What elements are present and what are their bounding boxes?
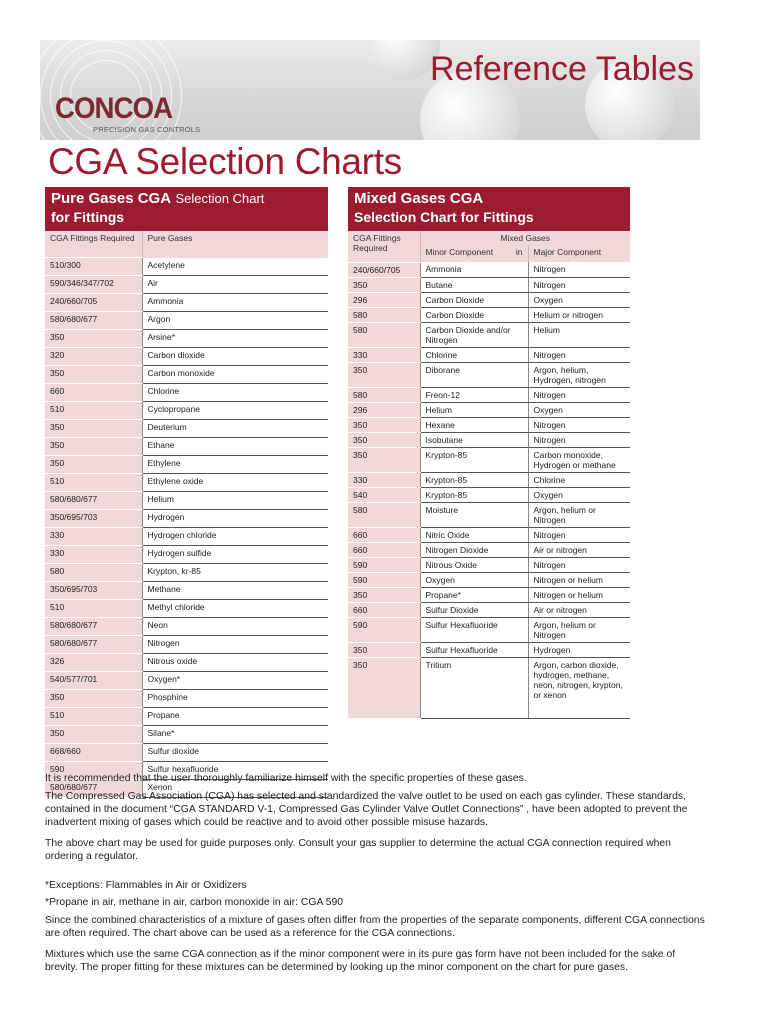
mixed-gases-header: [348, 187, 630, 231]
table-row: [45, 708, 328, 726]
cga-fitting-cell: 350/695/703: [45, 582, 142, 600]
table-row: [348, 262, 630, 277]
cga-fitting-cell: 590/346/347/702: [45, 276, 142, 294]
table-row: [45, 546, 328, 564]
paragraph-exceptions: *Exceptions: Flammables in Air or Oxidizers: [45, 880, 247, 891]
logo-wordmark: CONCOA: [55, 92, 173, 125]
major-component-cell: Argon, helium or Nitrogen: [528, 617, 630, 642]
minor-component-cell: Krypton-85: [420, 487, 528, 502]
table-row: [348, 542, 630, 557]
major-component-cell: Oxygen: [528, 402, 630, 417]
pure-gas-cell: Deuterium: [142, 420, 328, 438]
cga-fitting-cell: 330: [45, 528, 142, 546]
table-row: [348, 292, 630, 307]
cga-fitting-cell: 580: [348, 322, 420, 347]
pure-gas-cell: Hydrogen chloride: [142, 528, 328, 546]
cga-fitting-cell: 240/660/705: [45, 294, 142, 312]
minor-component-cell: Isobutane: [420, 432, 528, 447]
reference-tables-title: Reference Tables: [430, 50, 694, 88]
page-title: CGA Selection Charts: [48, 141, 402, 182]
cga-fitting-cell: 510: [45, 708, 142, 726]
table-row: [348, 362, 630, 387]
cga-fitting-cell: 350: [45, 438, 142, 456]
pure-gas-cell: Oxygen*: [142, 672, 328, 690]
minor-component-cell: Freon-12: [420, 387, 528, 402]
minor-component-cell: Tritium: [420, 657, 528, 718]
pure-gas-cell: Arsine*: [142, 330, 328, 348]
cga-fitting-cell: 510/300: [45, 258, 142, 276]
table-row: [45, 744, 328, 762]
pure-gas-cell: Neon: [142, 618, 328, 636]
major-component-cell: Helium or nitrogen: [528, 307, 630, 322]
paragraph-brevity: Mixtures which use the same CGA connection as if the minor component were in its pure gas form have not been included for the sake of brevity. The proper fitting for these mixtures can be determined by looking up the minor component on the chart for pure gases.: [45, 949, 676, 973]
major-component-cell: Argon, helium, Hydrogen, nitrogen: [528, 362, 630, 387]
table-row: [45, 384, 328, 402]
table-row: [45, 654, 328, 672]
cga-fitting-cell: 580: [348, 307, 420, 322]
cga-fitting-cell: 510: [45, 600, 142, 618]
table-row: [348, 432, 630, 447]
cga-fitting-cell: 350: [348, 657, 420, 718]
table-row: [45, 474, 328, 492]
pure-gas-cell: Krypton, kr-85: [142, 564, 328, 582]
cga-fitting-cell: 326: [45, 654, 142, 672]
pure-gas-cell: Helium: [142, 492, 328, 510]
pure-gas-cell: Nitrous oxide: [142, 654, 328, 672]
cga-fitting-cell: 296: [348, 402, 420, 417]
cga-fitting-cell: 580/680/677: [45, 618, 142, 636]
cga-fitting-cell: 660: [45, 384, 142, 402]
cga-fitting-cell: 590: [348, 572, 420, 587]
table-row: [45, 366, 328, 384]
minor-component-cell: Carbon Dioxide: [420, 292, 528, 307]
major-component-cell: Nitrogen: [528, 432, 630, 447]
pure-gas-cell: Acetylene: [142, 258, 328, 276]
table-row: [348, 602, 630, 617]
paragraph-guide: The above chart may be used for guide purposes only. Consult your gas supplier to determine the actual CGA connection required when ordering a regulator.: [45, 838, 671, 862]
major-component-cell: Oxygen: [528, 487, 630, 502]
pure-gas-cell: Hydrogen: [142, 510, 328, 528]
cga-fitting-cell: 350: [45, 690, 142, 708]
table-row: [348, 557, 630, 572]
table-row: [348, 402, 630, 417]
mixed-title-line1: Mixed Gases CGA: [354, 190, 484, 207]
table-row: [45, 690, 328, 708]
pure-title-rest: Selection Chart: [175, 191, 265, 206]
cga-fitting-cell: 240/660/705: [348, 262, 420, 277]
table-row: [45, 348, 328, 366]
table-row: [45, 492, 328, 510]
cga-fitting-cell: 296: [348, 292, 420, 307]
cga-fitting-cell: 350: [348, 362, 420, 387]
major-component-cell: Nitrogen: [528, 557, 630, 572]
pure-gas-cell: Carbon dioxide: [142, 348, 328, 366]
pure-gas-cell: Ethylene oxide: [142, 474, 328, 492]
major-component-cell: Nitrogen: [528, 347, 630, 362]
cga-fitting-cell: 580/680/677: [45, 780, 142, 798]
table-row: [348, 472, 630, 487]
major-component-cell: Air or nitrogen: [528, 602, 630, 617]
mixed-title-line2: Selection Chart for Fittings: [354, 209, 534, 225]
pure-title-line2: for Fittings: [51, 209, 125, 225]
major-component-cell: Carbon monoxide, Hydrogen or methane: [528, 447, 630, 472]
cga-fitting-cell: 660: [348, 602, 420, 617]
table-row: [45, 726, 328, 744]
major-component-cell: Oxygen: [528, 292, 630, 307]
major-component-cell: Helium: [528, 322, 630, 347]
table-row: [45, 312, 328, 330]
cga-fitting-cell: 660: [348, 542, 420, 557]
pure-gases-header: [45, 187, 328, 231]
paragraph-cga-standard: The Compressed Gas Association (CGA) has selected and standardized the valve outlet to be used on each gas cylinder. These standards, contained in the document “CGA STANDARD V-1, Compressed Gas Cylinder Valve Outlet Connections” , have been adopted to prevent the inadvertent mixing of gases which could be reactive and to avoid other possible misuse hazards.: [45, 791, 688, 828]
table-row: [348, 642, 630, 657]
cga-fitting-cell: 350: [348, 447, 420, 472]
cga-fitting-cell: 320: [45, 348, 142, 366]
cga-fitting-cell: 580/680/677: [45, 312, 142, 330]
table-row: [45, 402, 328, 420]
table-row: [348, 417, 630, 432]
cga-fitting-cell: 350: [45, 330, 142, 348]
cga-fitting-cell: 350: [348, 277, 420, 292]
major-component-cell: Chlorine: [528, 472, 630, 487]
pure-gas-cell: Silane*: [142, 726, 328, 744]
minor-component-cell: Nitric Oxide: [420, 527, 528, 542]
table-row: [348, 347, 630, 362]
table-row: [45, 456, 328, 474]
minor-component-cell: Sulfur Hexafluoride: [420, 617, 528, 642]
major-component-cell: Argon, helium or Nitrogen: [528, 502, 630, 527]
pure-table-header: [45, 231, 328, 258]
cga-fitting-cell: 350/695/703: [45, 510, 142, 528]
pure-gases-panel: [45, 187, 328, 798]
table-row: [348, 387, 630, 402]
pure-gas-cell: Chlorine: [142, 384, 328, 402]
cga-fitting-cell: 350: [348, 642, 420, 657]
minor-component-cell: Krypton-85: [420, 472, 528, 487]
minor-component-cell: Chlorine: [420, 347, 528, 362]
minor-component-cell: Sulfur Dioxide: [420, 602, 528, 617]
cga-fitting-cell: 330: [348, 347, 420, 362]
minor-component-cell: Hexane: [420, 417, 528, 432]
table-row: [45, 510, 328, 528]
cga-fitting-cell: 540/577/701: [45, 672, 142, 690]
table-row: [45, 294, 328, 312]
pure-gas-cell: Cyclopropane: [142, 402, 328, 420]
minor-component-cell: Carbon Dioxide: [420, 307, 528, 322]
table-row: [348, 487, 630, 502]
pure-gas-cell: Phosphine: [142, 690, 328, 708]
cga-fitting-cell: 580: [45, 564, 142, 582]
cga-fitting-cell: 590: [348, 617, 420, 642]
mixed-gases-panel: [348, 187, 630, 719]
minor-component-cell: Ammonia: [420, 262, 528, 277]
pure-gas-cell: Sulfur dioxide: [142, 744, 328, 762]
table-row: [348, 322, 630, 347]
table-row: [348, 657, 630, 718]
concoa-logo: [55, 92, 205, 136]
cga-fitting-cell: 350: [348, 417, 420, 432]
table-row: [348, 572, 630, 587]
minor-component-cell: Helium: [420, 402, 528, 417]
mixed-table-header: [348, 231, 630, 245]
pure-gas-cell: Ammonia: [142, 294, 328, 312]
in-label: in: [515, 247, 523, 257]
pure-col-cga: CGA Fittings Required: [45, 231, 142, 258]
cga-fitting-cell: 350: [45, 366, 142, 384]
major-component-cell: Nitrogen: [528, 277, 630, 292]
pure-gas-cell: Sulfur hexafluoride: [142, 762, 328, 780]
mixed-col-group: Mixed Gases: [420, 231, 630, 245]
table-row: [45, 258, 328, 276]
table-row: [45, 528, 328, 546]
table-row: [45, 672, 328, 690]
minor-component-cell: Moisture: [420, 502, 528, 527]
cga-fitting-cell: 350: [45, 726, 142, 744]
major-component-cell: Nitrogen or helium: [528, 572, 630, 587]
table-row: [45, 582, 328, 600]
pure-gas-cell: Air: [142, 276, 328, 294]
major-component-cell: Hydrogen: [528, 642, 630, 657]
cga-fitting-cell: 580: [348, 387, 420, 402]
minor-component-cell: Nitrogen Dioxide: [420, 542, 528, 557]
table-row: [348, 277, 630, 292]
pure-gas-cell: Argon: [142, 312, 328, 330]
pure-gases-table: [45, 231, 328, 798]
pure-gas-cell: Carbon monoxide: [142, 366, 328, 384]
paragraph-propane: *Propane in air, methane in air, carbon monoxide in air: CGA 590: [45, 897, 344, 908]
cga-fitting-cell: 580/680/677: [45, 492, 142, 510]
paragraph-mixtures: Since the combined characteristics of a mixture of gases often differ from the properties of the separate components, different CGA connections are often required. The chart above can be used as a reference for the CGA connections.: [45, 915, 705, 939]
cga-fitting-cell: 590: [348, 557, 420, 572]
major-component-cell: Argon, carbon dioxide, hydrogen, methane, neon, nitrogen, krypton, or xenon: [528, 657, 630, 718]
cga-fitting-cell: 350: [348, 587, 420, 602]
mixed-col-cga: CGA Fittings Required: [348, 231, 420, 262]
major-component-cell: Nitrogen: [528, 527, 630, 542]
minor-component-cell: Carbon Dioxide and/or Nitrogen: [420, 322, 528, 347]
table-row: [348, 617, 630, 642]
pure-title-bold: Pure Gases CGA: [51, 190, 172, 207]
table-row: [45, 618, 328, 636]
cga-fitting-cell: 510: [45, 402, 142, 420]
table-row: [348, 502, 630, 527]
cga-fitting-cell: 350: [45, 456, 142, 474]
table-row: [348, 587, 630, 602]
pure-gas-cell: Nitrogen: [142, 636, 328, 654]
major-component-cell: Air or nitrogen: [528, 542, 630, 557]
minor-component-cell: Propane*: [420, 587, 528, 602]
cga-fitting-cell: 580/680/677: [45, 636, 142, 654]
cga-fitting-cell: 580: [348, 502, 420, 527]
cga-fitting-cell: 510: [45, 474, 142, 492]
minor-component-cell: Diborane: [420, 362, 528, 387]
table-row: [45, 564, 328, 582]
minor-component-cell: Sulfur Hexafluoride: [420, 642, 528, 657]
major-component-cell: Nitrogen: [528, 262, 630, 277]
mixed-gases-table: [348, 231, 630, 719]
pure-gas-cell: Methane: [142, 582, 328, 600]
cga-fitting-cell: 590: [45, 762, 142, 780]
pure-gas-cell: Propane: [142, 708, 328, 726]
minor-label: Minor Component: [425, 247, 494, 257]
pure-gas-cell: Xenon: [142, 780, 328, 798]
major-component-cell: Nitrogen: [528, 387, 630, 402]
logo-tagline: PRECISION GAS CONTROLS: [93, 125, 201, 134]
cga-fitting-cell: 330: [348, 472, 420, 487]
pure-gas-cell: Ethylene: [142, 456, 328, 474]
pure-gas-cell: Hydrogen sulfide: [142, 546, 328, 564]
paragraph-familiarize: It is recommended that the user thoroughly familiarize himself with the specific properties of these gases.: [45, 773, 527, 784]
pure-gas-cell: Methyl chloride: [142, 600, 328, 618]
cga-fitting-cell: 350: [45, 420, 142, 438]
minor-component-cell: Nitrous Oxide: [420, 557, 528, 572]
table-row: [45, 276, 328, 294]
major-component-cell: Nitrogen: [528, 417, 630, 432]
pure-col-gas: Pure Gases: [142, 231, 328, 258]
table-row: [45, 330, 328, 348]
table-row: [45, 420, 328, 438]
table-row: [45, 636, 328, 654]
minor-component-cell: Butane: [420, 277, 528, 292]
table-row: [348, 527, 630, 542]
minor-component-cell: Oxygen: [420, 572, 528, 587]
cga-fitting-cell: 668/660: [45, 744, 142, 762]
cga-fitting-cell: 350: [348, 432, 420, 447]
table-row: [348, 447, 630, 472]
table-row: [348, 307, 630, 322]
cga-fitting-cell: 540: [348, 487, 420, 502]
cga-fitting-cell: 330: [45, 546, 142, 564]
mixed-sub-major: Major Component: [528, 245, 630, 262]
table-row: [45, 600, 328, 618]
mixed-sub-minor: [420, 245, 528, 262]
cga-fitting-cell: 660: [348, 527, 420, 542]
pure-gas-cell: Ethane: [142, 438, 328, 456]
major-component-cell: Nitrogen or helium: [528, 587, 630, 602]
minor-component-cell: Krypton-85: [420, 447, 528, 472]
table-row: [45, 438, 328, 456]
